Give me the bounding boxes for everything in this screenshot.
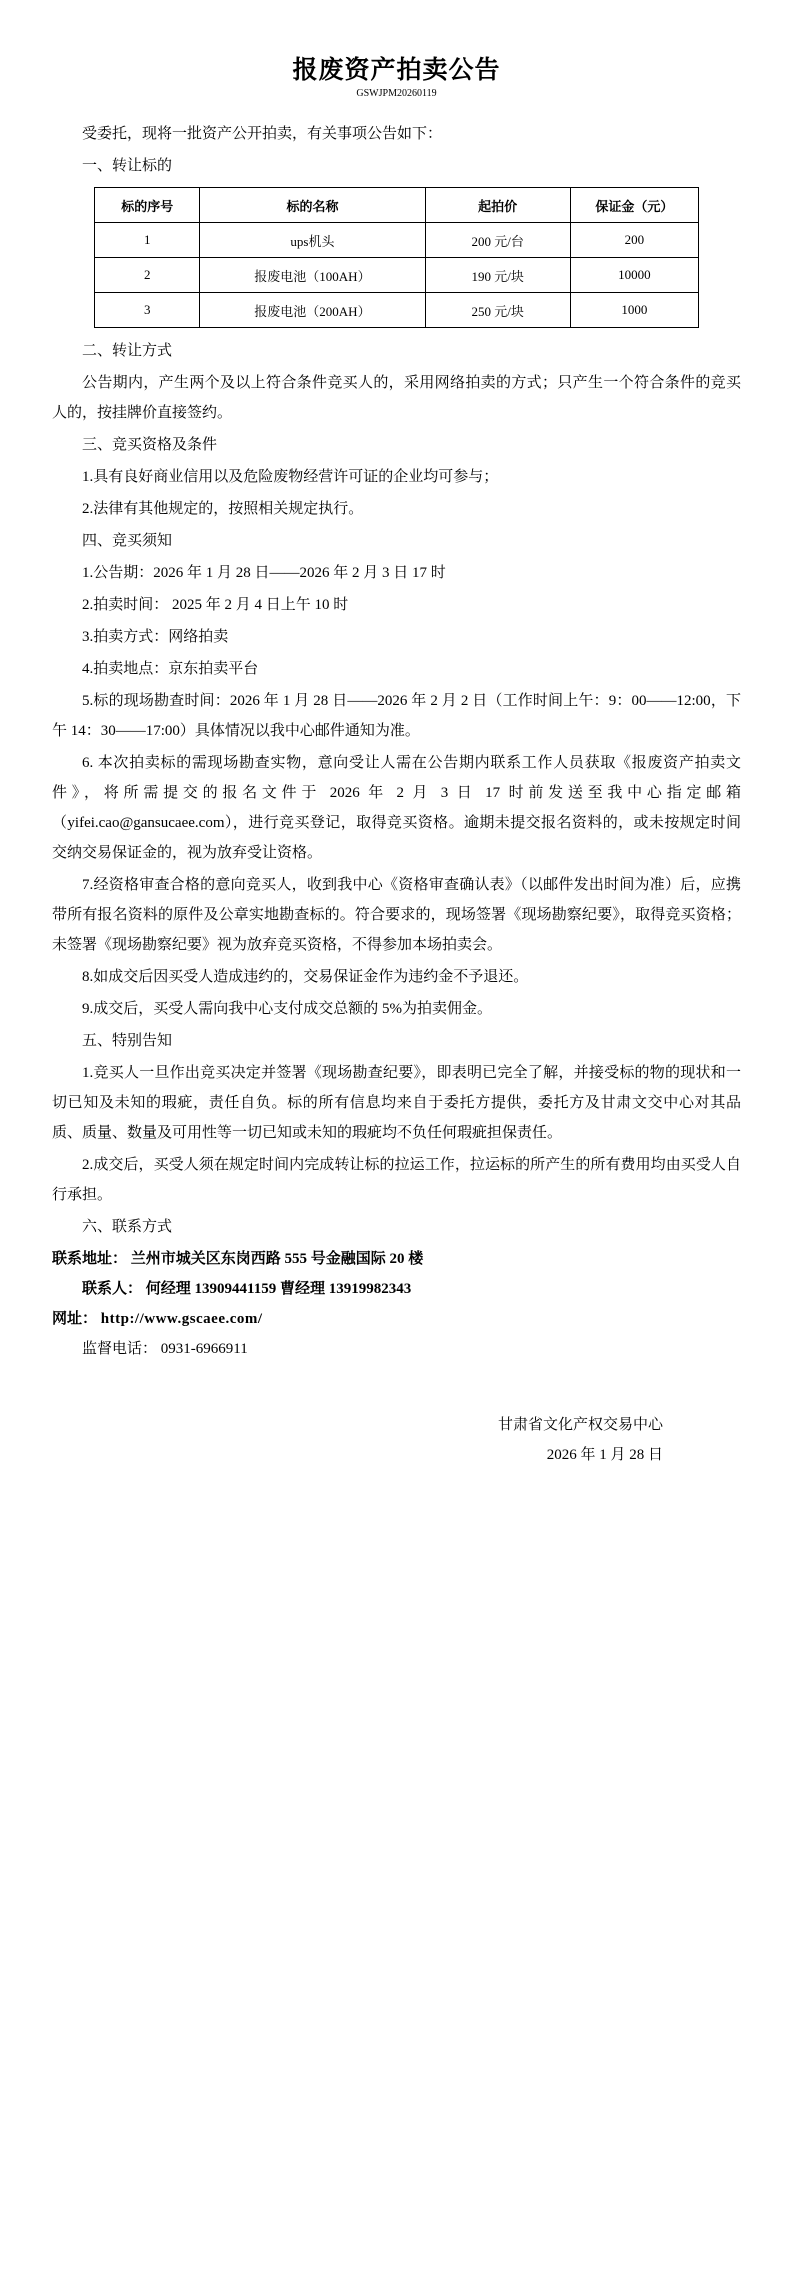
table-row [95,258,699,293]
section4-paragraph-4: 4.拍卖地点：京东拍卖平台 [82,661,259,677]
section3-paragraph-1: 1.具有良好商业信用以及危险废物经营许可证的企业均可参与； [82,469,499,485]
table-header-cell: 标的序号 [95,188,200,223]
supervise-label: 监督电话： [82,1341,158,1357]
address-line [52,1244,741,1274]
website-line [52,1304,741,1334]
table-cell: 3 [95,293,200,328]
section4-paragraph-3: 3.拍卖方式：网络拍卖 [82,629,229,645]
table-header-row [95,188,699,223]
section-heading-2: 二、转让方式 [82,343,173,359]
section4-paragraph-2: 2.拍卖时间： 2025 年 2 月 4 日上午 10 时 [82,597,349,613]
table-cell: 200 元/台 [425,223,570,258]
section3-paragraph-2: 2.法律有其他规定的，按照相关规定执行。 [82,501,364,517]
table-row [95,223,699,258]
signature-block [52,1410,741,1470]
website-link[interactable]: http://www.gscaee.com/ [100,1311,263,1327]
signature-org: 甘肃省文化产权交易中心 [497,1417,663,1433]
table-row [95,293,699,328]
section-heading-5: 五、特别告知 [82,1033,173,1049]
table-cell: 报废电池（100AH） [200,258,425,293]
section5-paragraph-2: 2.成交后，买受人须在规定时间内完成转让标的拉运工作，拉运标的所产生的所有费用均由买受人自行承担。 [52,1157,741,1203]
contact-value: 何经理 13909441159 曹经理 13919982343 [145,1281,412,1297]
section4-paragraph-1: 1.公告期：2026 年 1 月 28 日——2026 年 2 月 3 日 17 时 [82,565,446,581]
table-cell: ups机头 [200,223,425,258]
section2-paragraph-1: 公告期内，产生两个及以上符合条件竞买人的，采用网络拍卖的方式；只产生一个符合条件的竞买人的，按挂牌价直接签约。 [52,375,741,421]
table-cell: 200 [570,223,698,258]
section4-paragraph-6: 6. 本次拍卖标的需现场勘查实物，意向受让人需在公告期内联系工作人员获取《报废资产拍卖文件》，将所需提交的报名文件于 2026 年 2 月 3 日 17 时前发送至我中心指定邮箱（yifei.cao@gansucaee.com），进行竞买登记，取得竞买资格。逾期未提交报名资料的，或未按规定时间交纳交易保证金的，视为放弃受让资格。 [52,755,741,861]
section-heading-4: 四、竞买须知 [82,533,173,549]
supervise-value: 0931-6966911 [160,1341,248,1357]
document-code: GSWJPM20260119 [356,88,437,99]
section4-paragraph-8: 8.如成交后因买受人造成违约的，交易保证金作为违约金不予退还。 [82,969,529,985]
table-cell: 报废电池（200AH） [200,293,425,328]
table-cell: 10000 [570,258,698,293]
website-label: 网址： [52,1311,98,1327]
section4-paragraph-5: 5.标的现场勘查时间：2026 年 1 月 28 日——2026 年 2 月 2 日（工作时间上午：9：00——12:00，下午 14：30——17:00）具体情况以我中心邮件通知为准。 [52,693,741,739]
address-label: 联系地址： [52,1251,128,1267]
section4-paragraph-9: 9.成交后，买受人需向我中心支付成交总额的 5%为拍卖佣金。 [82,1001,492,1017]
table-cell: 2 [95,258,200,293]
table-cell: 250 元/块 [425,293,570,328]
lots-table [94,187,699,328]
page-title: 报废资产拍卖公告 [292,55,501,84]
supervise-line [52,1334,741,1364]
table-header-cell: 保证金（元） [570,188,698,223]
section4-paragraph-7: 7.经资格审查合格的意向竞买人，收到我中心《资格审查确认表》（以邮件发出时间为准）后，应携带所有报名资料的原件及公章实地勘查标的。符合要求的，现场签署《现场勘察纪要》，取得竞买资格；未签署《现场勘察纪要》视为放弃竞买资格，不得参加本场拍卖会。 [52,877,741,953]
section5-paragraph-1: 1.竞买人一旦作出竞买决定并签署《现场勘查纪要》，即表明已完全了解，并接受标的物的现状和一切已知及未知的瑕疵，责任自负。标的所有信息均来自于委托方提供，委托方及甘肃文交中心对其品质、质量、数量及可用性等一切已知或未知的瑕疵均不负任何瑕疵担保责任。 [52,1065,741,1141]
table-header-cell: 标的名称 [200,188,425,223]
intro-paragraph: 受委托，现将一批资产公开拍卖，有关事项公告如下： [82,126,443,142]
table-cell: 1000 [570,293,698,328]
table-header-cell: 起拍价 [425,188,570,223]
section-heading-6: 六、联系方式 [82,1219,173,1235]
contact-label: 联系人： [82,1281,143,1297]
section-heading-1: 一、转让标的 [82,158,173,174]
contact-person-line [52,1274,741,1304]
table-cell: 1 [95,223,200,258]
contact-block [52,1244,741,1364]
signature-date: 2026 年 1 月 28 日 [546,1447,663,1463]
address-value: 兰州市城关区东岗西路 555 号金融国际 20 楼 [130,1251,424,1267]
section-heading-3: 三、竞买资格及条件 [82,437,218,453]
table-cell: 190 元/块 [425,258,570,293]
